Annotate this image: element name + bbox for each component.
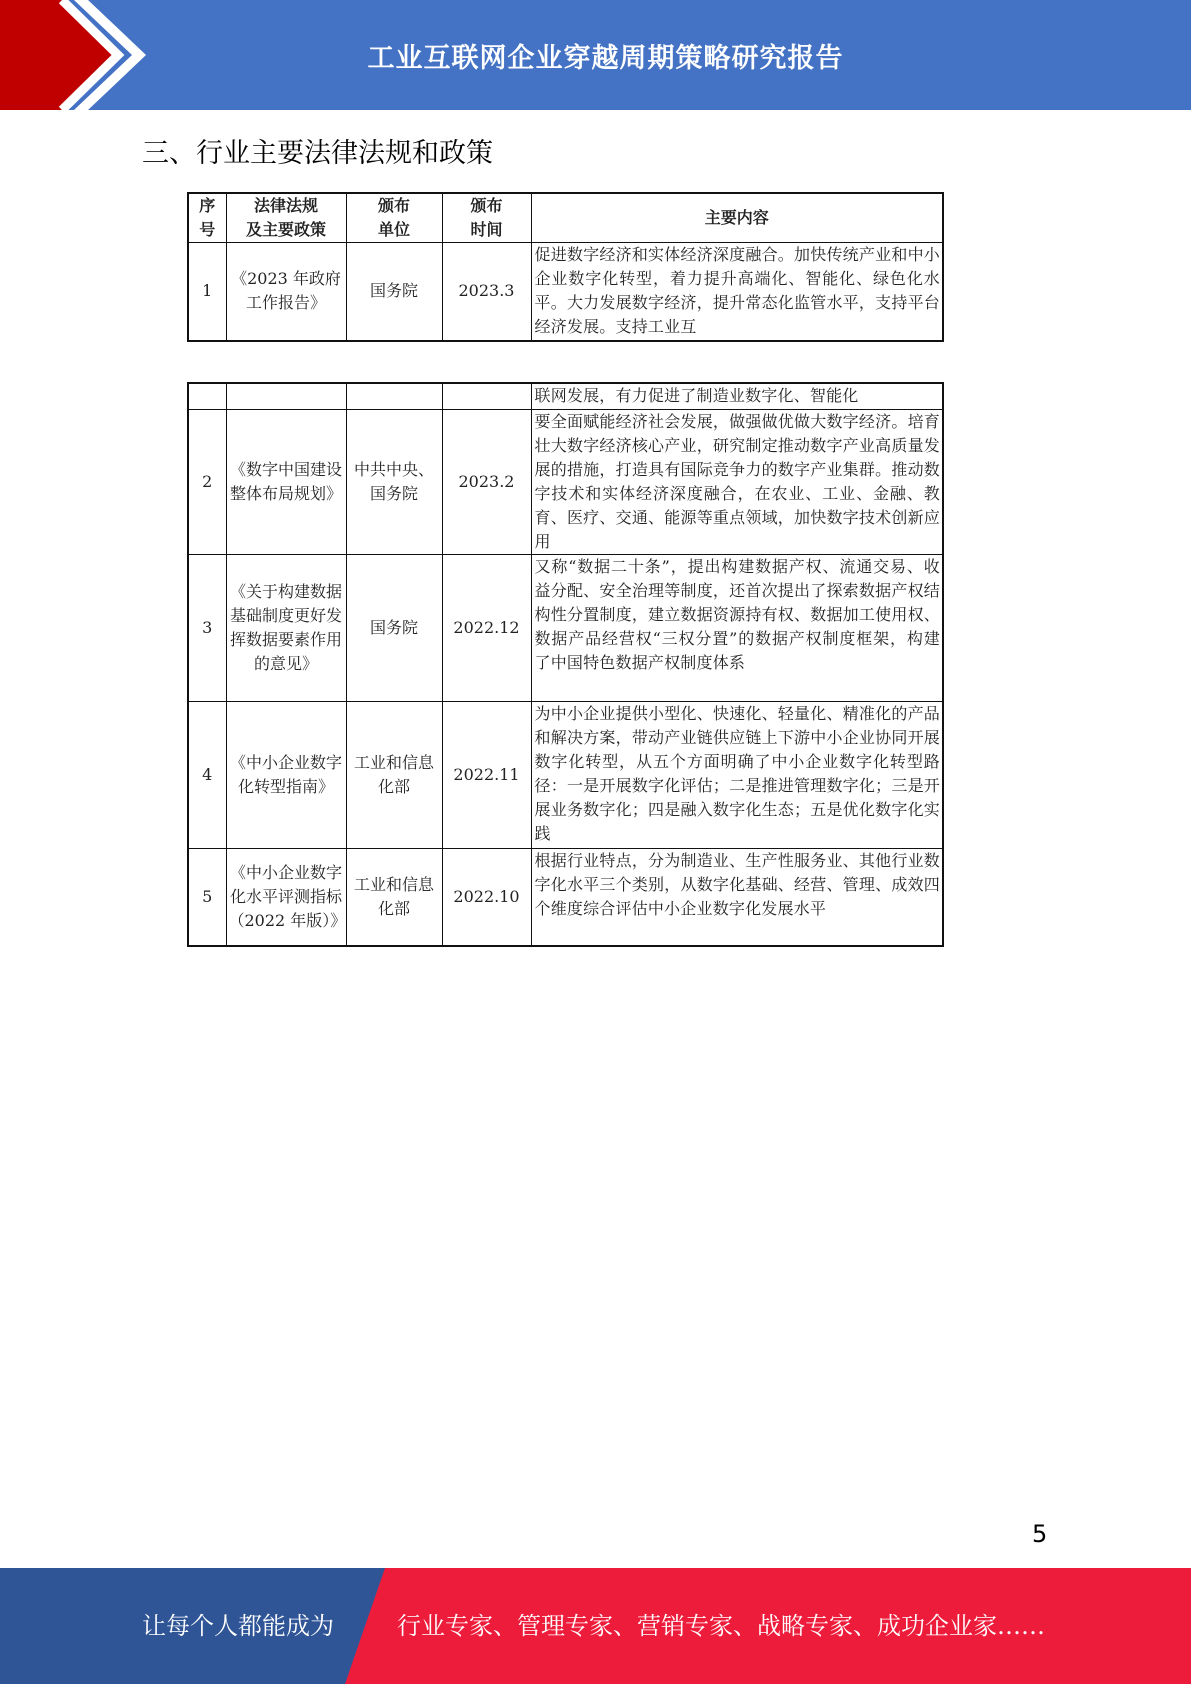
page-number: 5 xyxy=(1032,1520,1048,1548)
table-header-row xyxy=(188,193,943,243)
section-heading: 三、行业主要法律法规和政策 xyxy=(142,138,493,169)
row-issuer: 工业和信息化部 xyxy=(346,701,442,848)
row-issuer: 工业和信息化部 xyxy=(346,848,442,946)
header-date: 颁布 时间 xyxy=(442,193,531,243)
row-content: 促进数字经济和实体经济深度融合。加快传统产业和中小企业数字化转型，着力提升高端化、智能化、绿色化水平。大力发展数字经济，提升常态化监管水平，支持平台经济发展。支持工业互 xyxy=(531,243,943,341)
table-row-continuation xyxy=(188,383,943,409)
row-name: 《中小企业数字化水平评测指标（2022 年版）》 xyxy=(226,848,346,946)
header-no: 序 号 xyxy=(188,193,226,243)
row-issuer: 国务院 xyxy=(346,554,442,701)
page-header xyxy=(0,0,1191,110)
row-no: 5 xyxy=(188,848,226,946)
report-title: 工业互联网企业穿越周期策略研究报告 xyxy=(367,42,844,74)
table-row xyxy=(188,701,943,848)
page-footer xyxy=(0,1568,1191,1684)
row-no: 3 xyxy=(188,554,226,701)
row-no: 4 xyxy=(188,701,226,848)
row-name: 《中小企业数字化转型指南》 xyxy=(226,701,346,848)
row-content: 为中小企业提供小型化、快速化、轻量化、精准化的产品和解决方案，带动产业链供应链上下游中小企业协同开展数字化转型，从五个方面明确了中小企业数字化转型路径：一是开展数字化评估；二是推进管理数字化；三是开展业务数字化；四是融入数字化生态；五是优化数字化实践 xyxy=(531,701,943,848)
header-content: 主要内容 xyxy=(531,193,943,243)
row-content: 要全面赋能经济社会发展，做强做优做大数字经济。培育壮大数字经济核心产业，研究制定推动数字产业高质量发展的措施，打造具有国际竞争力的数字产业集群。推动数字技术和实体经济深度融合，在农业、工业、金融、教育、医疗、交通、能源等重点领域，加快数字技术创新应用 xyxy=(531,409,943,554)
row-no: 1 xyxy=(188,243,226,341)
table-row xyxy=(188,848,943,946)
row-issuer: 中共中央、国务院 xyxy=(346,409,442,554)
footer-slogan-left: 让每个人都能成为 xyxy=(142,1612,334,1640)
row-name: 《数字中国建设整体布局规划》 xyxy=(226,409,346,554)
policy-table-part-2 xyxy=(187,382,944,947)
row-issuer: 国务院 xyxy=(346,243,442,341)
row-date: 2023.2 xyxy=(442,409,531,554)
row-no: 2 xyxy=(188,409,226,554)
row-date: 2022.12 xyxy=(442,554,531,701)
row-date: 2022.11 xyxy=(442,701,531,848)
header-name: 法律法规 及主要政策 xyxy=(226,193,346,243)
header-issuer: 颁布 单位 xyxy=(346,193,442,243)
table-row xyxy=(188,409,943,554)
row-date: 2022.10 xyxy=(442,848,531,946)
row-content: 根据行业特点，分为制造业、生产性服务业、其他行业数字化水平三个类别，从数字化基础、经营、管理、成效四个维度综合评估中小企业数字化发展水平 xyxy=(531,848,943,946)
row-content: 又称“数据二十条”，提出构建数据产权、流通交易、收益分配、安全治理等制度，还首次提出了探索数据产权结构性分置制度，建立数据资源持有权、数据加工使用权、数据产品经营权“三权分置”的数据产权制度框架，构建了中国特色数据产权制度体系 xyxy=(531,554,943,701)
row-date: 2023.3 xyxy=(442,243,531,341)
table-row xyxy=(188,243,943,341)
row-name: 《关于构建数据基础制度更好发挥数据要素作用的意见》 xyxy=(226,554,346,701)
row-content-continuation: 联网发展，有力促进了制造业数字化、智能化 xyxy=(531,383,943,409)
row-name: 《2023 年政府工作报告》 xyxy=(226,243,346,341)
policy-table-part-1 xyxy=(187,192,944,342)
footer-slogan-right: 行业专家、管理专家、营销专家、战略专家、成功企业家…… xyxy=(397,1612,1045,1640)
table-row xyxy=(188,554,943,701)
